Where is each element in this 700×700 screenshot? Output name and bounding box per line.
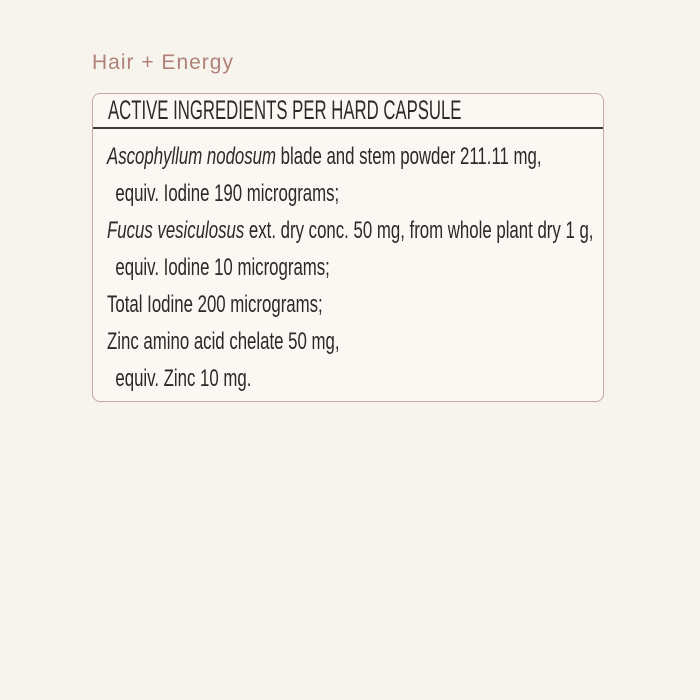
ingredient-line [107,286,603,323]
ingredient-text: equiv. Iodine 190 micrograms; [115,180,340,207]
ingredient-line [107,360,604,397]
ingredient-text: Total Iodine 200 micrograms; [107,291,323,318]
ingredient-line [107,323,603,360]
ingredient-text: equiv. Zinc 10 mg. [115,365,252,392]
active-ingredients-panel [92,93,604,402]
ingredient-text: ext. dry conc. 50 mg, from whole plant dry 1 g, [244,217,594,244]
ingredient-line [107,175,604,212]
ingredients-list [93,129,603,397]
product-category-heading: Hair + Energy [92,51,234,74]
ingredient-text: equiv. Iodine 10 micrograms; [115,254,330,281]
ingredient-species-name: Ascophyllum nodosum [107,143,277,170]
ingredient-text: blade and stem powder 211.11 mg, [276,143,542,170]
ingredient-line [107,212,603,249]
ingredient-line [107,249,604,286]
ingredient-line [107,138,603,175]
panel-title-row [93,94,603,129]
ingredient-species-name: Fucus vesiculosus [107,217,245,244]
panel-title: ACTIVE INGREDIENTS PER HARD CAPSULE [108,95,462,125]
ingredient-text: Zinc amino acid chelate 50 mg, [107,328,340,355]
